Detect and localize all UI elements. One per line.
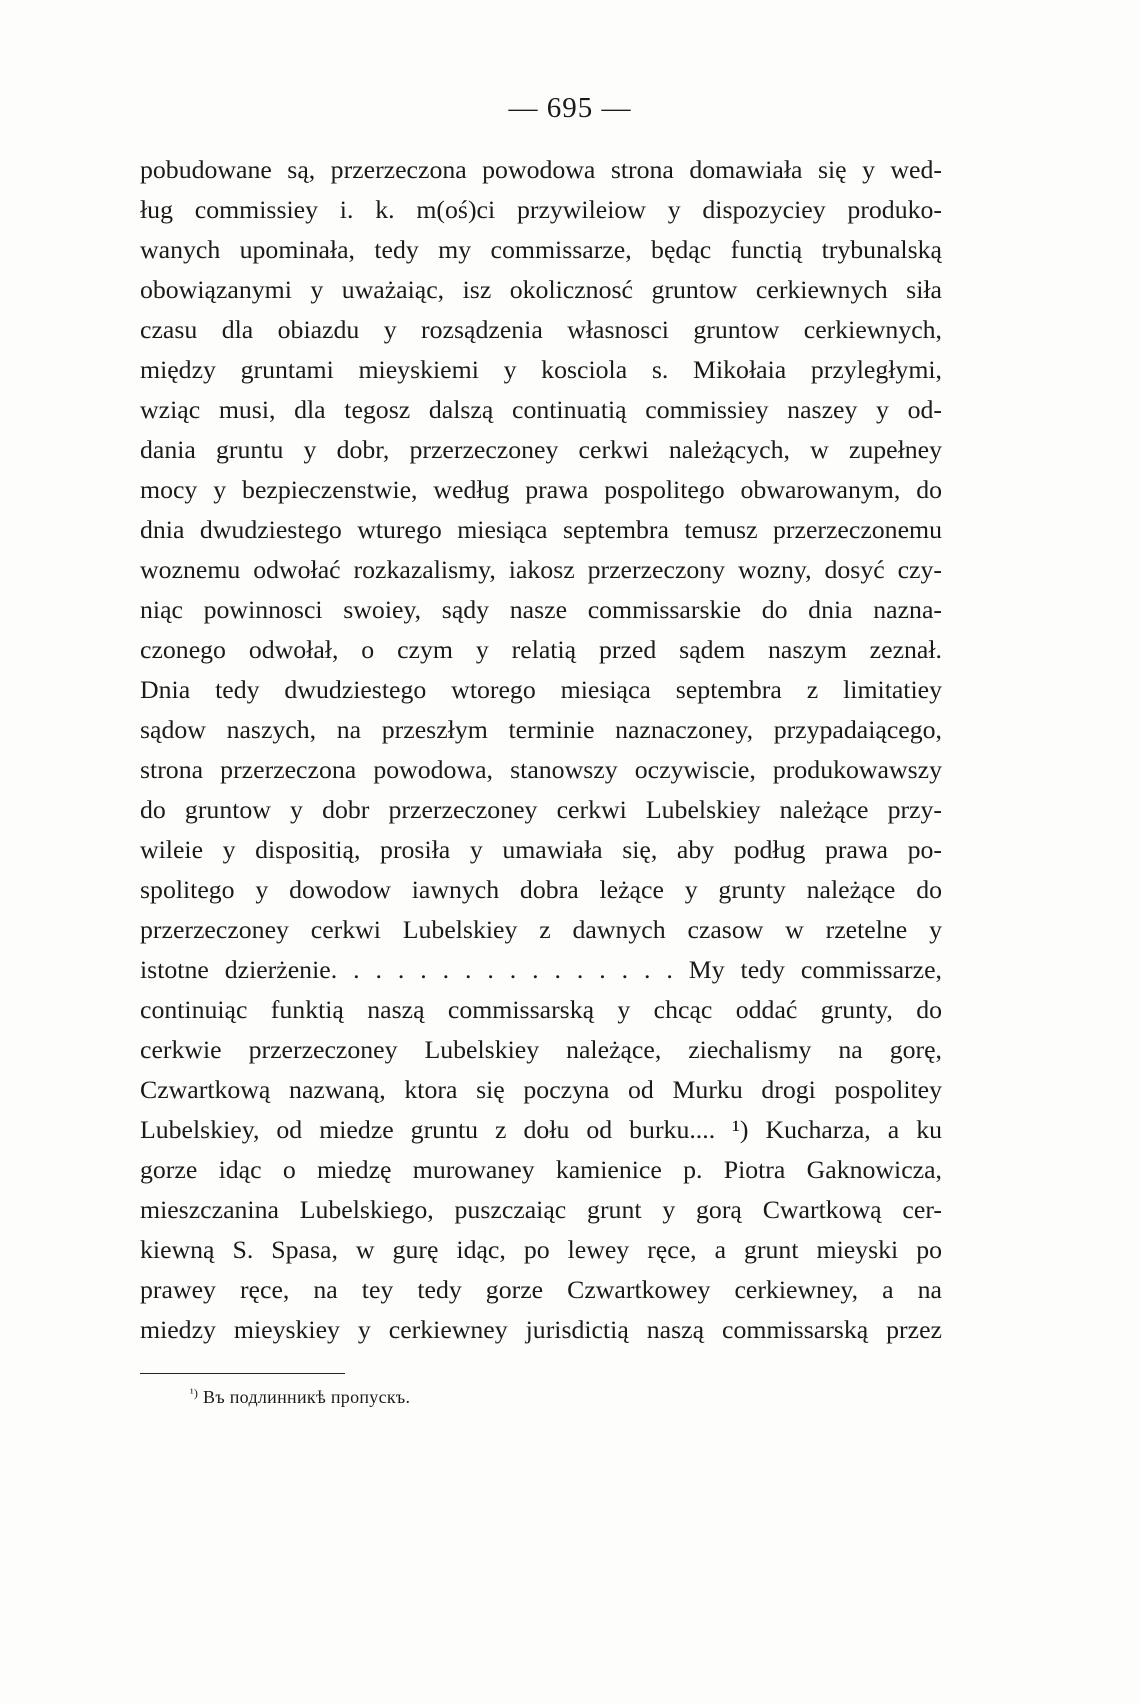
text-line: czasu dla obiazdu y rozsądzenia własnosci gruntow cerkiewnych, — [140, 315, 942, 344]
text-line: kiewną S. Spasa, w gurę idąc, po lewey ręce, a grunt mieyski po — [140, 1235, 942, 1264]
text-line: gorze idąc o miedzę murowaney kamienice p. Piotra Gaknowicza, — [140, 1155, 942, 1184]
text-line: dnia dwudziestego wturego miesiąca septembra temusz przerzeczonemu — [140, 515, 942, 544]
text-line: strona przerzeczona powodowa, stanowszy oczywiscie, produkowawszy — [140, 755, 942, 784]
text-line: prawey ręce, na tey tedy gorze Czwartkowey cerkiewney, a na — [140, 1275, 942, 1304]
text-line: sądow naszych, na przeszłym terminie naznaczoney, przypadaiącego, — [140, 715, 942, 744]
text-line: continuiąc funktią naszą commissarską y chcąc oddać grunty, do — [140, 995, 942, 1024]
text-line: do gruntow y dobr przerzeczoney cerkwi Lubelskiey należące przy- — [140, 795, 942, 824]
text-line: mocy y bezpieczenstwie, według prawa pospolitego obwarowanym, do — [140, 475, 942, 504]
text-line: Dnia tedy dwudziestego wtorego miesiąca septembra z limitatiey — [140, 675, 942, 704]
text-line: niąc powinnosci swoiey, sądy nasze commissarskie do dnia nazna- — [140, 595, 942, 624]
text-line: przerzeczoney cerkwi Lubelskiey z dawnych czasow w rzetelne y — [140, 915, 942, 944]
text-line: istotne dzierżenie. . . . . . . . . . . . . . . . My tedy commissarze, — [140, 955, 942, 984]
footnote-rule — [140, 1373, 345, 1374]
footnote — [190, 1386, 410, 1408]
text-line: miedzy mieyskiey y cerkiewney jurisdictią naszą commissarską przez — [140, 1315, 942, 1344]
text-line: między gruntami mieyskiemi y kosciola s. Mikołaia przyległymi, — [140, 355, 942, 384]
footnote-text: Въ подлинникѣ пропускъ. — [203, 1387, 411, 1407]
footnote-marker: ¹) — [190, 1386, 199, 1400]
text-line: mieszczanina Lubelskiego, puszczaiąc grunt y gorą Cwartkową cer- — [140, 1195, 942, 1224]
text-line: ług commissiey i. k. m(oś)ci przywileiow y dispozyciey produko- — [140, 195, 942, 224]
text-line: woznemu odwołać rozkazalismy, iakosz przerzeczony wozny, dosyć czy- — [140, 555, 942, 584]
body-text — [140, 150, 942, 1350]
text-line: Czwartkową nazwaną, ktora się poczyna od Murku drogi pospolitey — [140, 1075, 942, 1104]
text-line: wanych upominała, tedy my commissarze, będąc functią trybunalską — [140, 235, 942, 264]
text-line: wziąc musi, dla tegosz dalszą continuatią commissiey naszey y od- — [140, 395, 942, 424]
text-line: wileie y dispositią, prosiła y umawiała się, aby podług prawa po- — [140, 835, 942, 864]
text-line: spolitego y dowodow iawnych dobra leżące y grunty należące do — [140, 875, 942, 904]
text-line: Lubelskiey, od miedze gruntu z dołu od burku.... ¹) Kucharza, a ku — [140, 1115, 942, 1144]
page-number: — 695 — — [508, 92, 632, 124]
text-line: czonego odwołał, o czym y relatią przed sądem naszym zeznał. — [140, 635, 942, 664]
text-line: dania gruntu y dobr, przerzeczoney cerkwi należących, w zupełney — [140, 435, 942, 464]
text-line: obowiązanymi y uważaiąc, isz okolicznosć gruntow cerkiewnych siła — [140, 275, 942, 304]
text-line: pobudowane są, przerzeczona powodowa strona domawiała się y wed- — [140, 155, 942, 184]
text-line: cerkwie przerzeczoney Lubelskiey należące, ziechalismy na gorę, — [140, 1035, 942, 1064]
